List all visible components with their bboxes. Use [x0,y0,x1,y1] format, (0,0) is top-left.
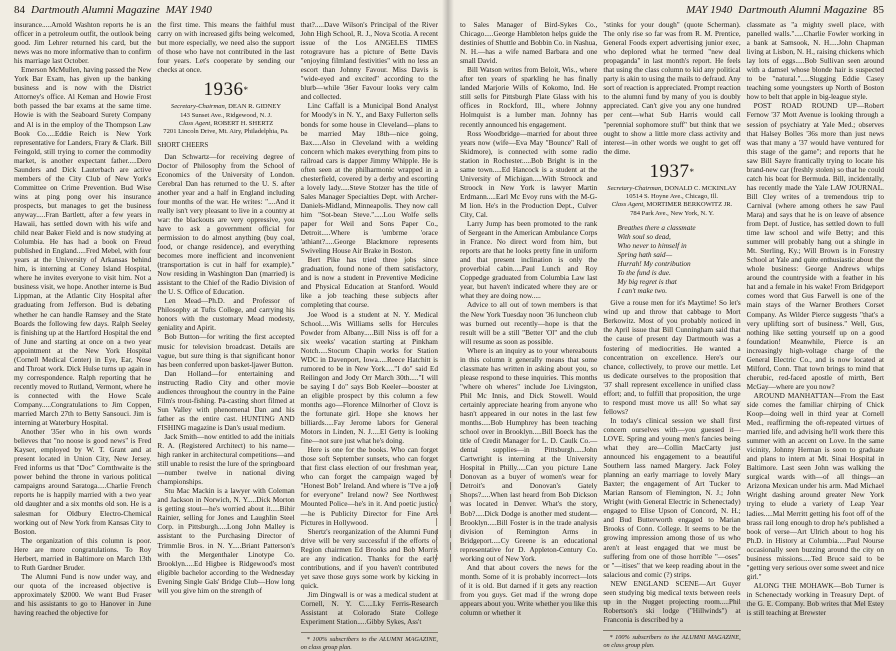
poem [617,223,740,295]
secretary-address: 10514 S. Hoyne Ave., Chicago, Ill. [625,193,719,200]
paragraph: Jack Smith—now entitled to add the initials R. A. (Registered Architect) to his name—high ranker in architectural competitions—and still unable to resist the lure of the springboard—number twelve in national diving championships. [157,431,295,487]
paragraph: Advice to all out of town members is that the New York Tuesday noon '36 luncheon club was burned out recently—hope is that the result will be a still "Better 'Ol" and the club will resume as soon as possible. [460,300,598,346]
agent-line: Class Agent, MORTIMER BERKOWITZ JR. [611,201,733,209]
paragraph: Where is an inquiry as to your whereabouts in this column it generally means that some classmate has written in asking about you, so please respond to these inquiries. This months "where oh wheres" include Joe Livingston, Phil Mc Innis, and Dick Stowell. Would certainly appreciate hearing from anyone who hasn't appeared in our notes in the last few months.....Bob Humphrey has been teaching school over in Brooklyn.....Bill Boeck has the title of Credit Manager for L. D. Caulk Co.—dental supplies—in Pittsburgh.....John Cartwright is interning at the University Hospital in Philly.....Can you picture Lane Donovan as a buyer of women's wear for Detroit's and Donovan's Gately Shops?.....When last heard from Bob Dickson was located in Denver. What's the story, Bob?.....Dick Dodge is another med student—Brooklyn.....Bill Foster is in the trade analysis division of Remington Arms in Bridgeport.....Cy Greene is an educational representative for D. Appleton-Century Co. working out of New York. [460,345,598,563]
verse-line: Who never to himself in [617,240,687,250]
paragraph: Dan Holland—for entertaining and instructing Radio City and other movie audiences throughout the country in the Paine Film's trout-fishing. Pa-casting short filmed at Sun Valley with phenomenal Dan and his father as the entire cast. HUNTING AND FISHING magazine is Dan's usual medium. [157,368,295,432]
paragraph: Bill Watson writes from Beloit, Wis., where after ten years of sparkling he has finally landed Marjorie Wills of Kokomo, Ind. He still sells for Pittsburgh Plate Glass with his offices in Rockford, Ill., where Johnny Holmquist is a lumber man. Johnny has recently announced his engagement. [460,65,598,129]
verse-line: With soul so dead, [617,231,671,241]
paragraph: NEW ENGLAND SCENE—Art Guyer seen studying big medical texts between reels up in the Nugget projecting room.....Phil Robertson's ski lodge ("Hillwinds") at Franconia is described by a [603,578,741,624]
column-2-notes [603,298,740,624]
verse-line: Spring hath said— [617,250,673,260]
verse-line: I can't make two. [617,286,668,296]
issue-date: MAY 1940 [165,4,212,16]
class-year-heading: 1936* [203,79,249,101]
paragraph: Jim Dingwall is or was a medical student at Cornell, N. Y. C.....Lky Ferris-Research Assistant at Colorado State College Experiment Station.....Gibby Sykes, Ass't [300,589,438,627]
paragraph: In today's clinical session we shall first concern ourselves with—you guessed it—LOVE. Spring and young men's fancies being what they are—Collin MacCarty just announced his engagement to a beautiful Southern lass named Margery. Jack Foley planning an early marriage to lovely Mary Baxter; the engagement of Art Tucker to Marian Ransom of Flemington, N. J.; John Wright (with General Electric in Schenectady) engaged to Elise Upson of Concord, N. H.; and Bud Butterworth engaged to Marian Brooks of Conn. College. It seems to be the growing impression among those of us who aren't at least engaged that we must be suffering from one of those horrible "—oses" or "—itises" that we keep reading about in the salacious and comic (?) strips. [603,415,741,579]
agent-line: Class Agent, ROBERT H. SHERTZ [178,119,274,127]
secretary-line: Secretary-Chairman, DEAN R. GIDNEY [170,103,282,111]
class-1937-header [603,162,740,218]
paragraph: classmate as "a mighty swell place, with panelled walls.".....Charlie Fowler working in a bank at Samsook, N. H.....John Chapman living at Lisbon, N. H., raising chickens which lay lots of eggs.....Bob Sullivan seen around with a damsel whose blonde hair is suspected to be "natural.".....Slugging Eddie Casey teaching some youngsters up North of Boston how to belt that apple in big-league style. [746,20,884,102]
page-number: 84 [14,4,25,16]
right-columns [460,20,884,649]
secretary-line: Secretary-Chairman, DONALD C. MCKINLAY [607,184,737,192]
right-column-3 [746,20,884,618]
verse-line: Breathes there a classmate [617,222,696,232]
paragraph: that?.....Dave Wilson's Principal of the River John High School, R. J., Nova Scotia. A recent issue of the Los ANGELES TIMES rotogravure has a picture of Bette Davis "enjoying filmland festivities" with no less an escort than Johnny Favour. Miss Davis is "wide-eyed and excited" according to the blurb—while '36er Favour looks very calm and collected. [300,20,438,102]
right-running-head [460,4,884,18]
magazine-title: Dartmouth Alumni Magazine [738,4,867,16]
left-column-3 [300,20,438,651]
verse-line: Hurrah! My contribution [617,259,691,269]
paragraph: Linc Caffall is a Municipal Bond Analyst for Moody's in N. Y., and Baxy Fullerton sells bonds for some house in Cleveland—plans to be married May 18th—nice going, Bax.....Also in Cleveland with a welding concern which makes everything from pins to railroad cars is dapper Jimmy Whipple. He is often seen at the philharmonic wrapped in a chesterfield, covered by a derby and escorting a lovely lady.....Steve Stotzer has the title of Sales Manager Specialties Dept. with Archer-Daniels-Midland, Minneapolis. They now call him "Sot-bean Steve.".....Lou Wolfe sells paper for Weil and Sons Paper Co., Detroit.....Where is 'umbrme 'orace 'athiant?.....George Blackmore represents Swiveling House Air Brake in Boston. [300,101,438,256]
paragraph: The organization of this column is poor. Here are more congratulations. To Roy Herbert, married in Baltimore on March 13th to Ruth Gardner Bruder. [14,535,152,572]
column-2-intro [603,20,740,156]
margin-marks [450,470,453,580]
paragraph: to Sales Manager of Bird-Sykes Co., Chicago.....George Hambleton helps guide the destinies of Shuttle and Bobbin Co. in Nashua, N. H.—has a wife named Barbara and one small David. [460,20,598,66]
paragraph: Ross Woodbridge—married for about three years now (wife—Eva May "Bounce" Rall of Skidmore), is connected with some radio station in Rochester.....Bob Bright is in the same town.....Ed Hancock is a student at the University of Michigan.....With Stroock and Stroock in New York is lawyer Martin Erdmann.....Earl Mc Evoy runs with the M-G-M lion. He's in the Production Dept., Culver City, Cal. [460,128,598,219]
margin-marks [436,470,439,580]
paragraph: And that about covers the news for the month. Some of it is probably incorrect—lots of it is old. But darned if it gets any reaction from you guys. Get mad if the wrong dope appears about you. Write whether you like this column or whether it [460,562,598,618]
footnote: * 100% subscribers to the ALUMNI MAGAZINE, on class group plan. [603,630,740,649]
column-2-notes [157,152,294,595]
agent-address: 7201 Lincoln Drive, Mt. Airy, Philadelphia, Pa. [163,128,289,136]
issue-date: MAY 1940 [686,4,733,16]
section-subhead: SHORT CHEERS [157,141,209,150]
secretary-address: 143 Sunset Ave., Ridgewood, N. J. [180,111,272,119]
column-3-notes [301,20,438,626]
paragraph: Stu Mac Mackin is a lawyer with Coleman and Jackson in Norwich, N. Y.....Dick Morton is getting stout—he's worried about it.....Bihir Rainier, selling for Jones and Laughlin Steel Corp. in Pittsburgh.....Long John Malley is assistant to the Purchasing Director of Trimmlie Bros. in N. Y.....Briant Patterson's with the Mergenthaler Linotype Co. Brooklyn.....Ed Higbee is Ridgewood's most eligible bachelor according to the Wednesday Evening Single Gals' Bridge Club—How long will you give him on the strength of [157,486,295,595]
verse-line: To the fund is due. [617,268,671,278]
verse-line: My big regret is that [617,277,677,287]
class-1936-header [157,80,294,136]
paragraph: ALONG THE MOHAWK—Bob Turner is in Schenectady working in Treasury Dept. of the G. E. Company. Bob writes that Mel Estey is still teaching at Brewster [746,580,884,618]
column-2-intro [157,20,294,74]
paragraph: POST ROAD ROUND UP—Robert Fernow '37 Mott Avenue is looking through a session of psychiatry at Yale Med.; observes that Halsey Bolles '36s more than just news was that many a '37 would have ventured for this stage of the game"; and reports that he saw Bill Sayre frantically trying to locate his brand-new car (freshly stolen) so that he could catch his boat for Bermuda. Bill, incidentally, has recently made the Yale LAW JOURNAL. Bill Cley writes of a tremendous trip to Carnival (where among others he saw Paul Mara) and says that he is on leave of absence from Dept. of Justice, has settled down to full time law school and wife Betty; and this summer will probably hang out a shingle in Mt. Sterling, Ky.; Will Brown is in Forestry School at Yale and quite enthusiastic about the whole business: George Andrews whips around the countryside with a feather in his hat and a female in his wake! From Bridgeport comes word that Gus Farwell is one of the main stays of the Warner Brothers Corset Company. As Wilder Pierce suggests "that's a very uplifting sort of business." Well, Gus, nothing like setting yourself up on a good foundation! Meanwhile, Pierce is an increasingly high-voltage charge of the General Electric Co., and is now located at Milford, Conn. That town brings to mind that cherubic, red-faced apostle of mirth, Bert McGay—where are you now? [746,101,884,391]
right-page [448,0,896,649]
paragraph: insurance.....Arnold Washton reports he is an officer in a petroleum outfit, the outlook being good. Jim Lehrer returned his card, but the news was no more informative than to confirm his marriage last October. [14,20,152,66]
paragraph: Dan Schwartz—for receiving degree of Doctor of Philosophy from the School of Economics of the University of London. Cerebral Dan has returned to the U. S. after another year and a half in England including four months of the war. He writes: "....And it really isn't very pleasant to live in a country at war: the blackouts are very oppressive, you have to ask a government official for permission to do almost anything (buy coal, food, or change residence), and everything becomes more inefficient and inconvenient (transportation is cut in half for example)." Now residing in Washington Dan (married) is assistant to the Chief of the Radio Division of the U. S. Office of Education. [157,151,295,297]
left-running-head [14,4,438,18]
page-number: 85 [873,4,884,16]
magazine-title: Dartmouth Alumni Magazine [31,4,160,16]
paragraph: "stinks for your dough" (quote Scherman). The only rise so far was from R. M. Prentice, General Foods expert advertising junior exec, who deplored what he termed "new deal propaganda" in last month's report. He feels that using the class column to kid any political party is akin to using the mails to defraud. Any sort of reaction is appreciated. Prompt reaction to the alumni fund by many of you is doubly appreciated. Can't give you any one hundred per cent—what Sub Harris would call "perennial sophomore stuff" but think that we ought to show a little more class activity and interest—in other words we ought to get off the dime. [603,20,741,156]
paragraph: Here is one for the books. Who can forget those soft September sunsets, who can forget that first class election of our freshman year, who can forget the campaign waged by "Honest Bob" Ireland. And where is "I've a job for everyone" Ireland now? See Northwest Mounted Police—he's in it. And poetic justice—he is Publicity Director for Fine Arts Pictures in Hollywood. [300,445,438,527]
paragraph: AROUND MANHATTAN—From the East side comes the familiar chirping of Chick Koop—doing well in third year at Cornell Med., reaffirming the oft-repeated virtues of married life, and advising he'll work there this summer with an accent on Love. In the same vicinity, Johnny Herman is soon to graduate and plans to intern at Mt. Sinai Hospital in Baltimore. Last seen John was walking the surgical wards with—of all things—an Arizona Mexican under his arm. Mad Michael Wright dashing around greater New York trying to elude a variety of Leap Year ladies.....Mal Merritt getting his foot off of the brass rail long enough to drop he's published a book of verse—Art Ulrich about to hog his Ph.D. in History at Columbia.....Paul Nourse occasionally seen buzzing around the city on business missions.....Ted Bruce said to be "getting very serious over some sweet and nice girl." [746,390,884,581]
paragraph: Len Mead—Ph.D. and Professor of Philosophy at Tufts College, and carrying his honors with the customary Mead modesty, geniality and Apirit. [157,296,295,333]
left-columns [14,20,438,651]
paragraph: Larry Jump has been promoted to the rank of Sergeant in the American Ambulance Corps in France. No direct word from him, but reports are that he looks pretty fine in uniform and that present inclination is only the proverbial cabin.....Paul Lunch and Roy Coppedge graduated from Columbia Law last year, but haven't indicated where they are or what they are doing now..... [460,219,598,301]
paragraph: Give a rouse men for it's Maytime! So let's wind up and throw that cabbage to Mort Berkowitz. Most of you probably noticed in the April issue that Bill Cunningham said that the cause of present day Dartmouth was a fostering of mediocrities. He wanted a concentration on excellence. Here's our chance, collectively, to prove our mettle. Let us dedicate ourselves to the proposition that '37 shall represent excellence in unified class effort; and, to fulfill that proposition, the urge to respond must move us all! So what say fellows? [603,298,741,416]
left-column-2 [157,20,294,598]
paragraph: Bert Pike has tried three jobs since graduation, found none of them satisfactory, and is now a student in Preventive Medicine and Physical Education at Stanford. Would like a job teaching these subjects after completing that course. [300,255,438,310]
paragraph: Emerson McMullen, having passed the New York Bar Exam, has given up the banking business and is now with the District Attorney's office. Al Keman and Howie Frost both passed the bar exams at the same time. Howie is with the Seaboard Surety Company and Al is in the employ of the Thompson Law Book Co.....Eddie Reich is New York representative for Landers, Frary & Clark. Bill Feingold, still trying to corner the commodity market, is another expectant father.....Dero Saunders and Dick Lauterbach are active members of the City Club of New York's Committee on Crime Prevention. Bud Wise wins at ping pong over his insurance prospects, but manages to get the business anyway.....Fran Bartlett, after a few years in Hawaii, has settled down with his wife and child near Baker Field and is now studying at Columbia. He has had a book on Freud published in England.....Fred Mebel, with four years at the University of Arkansas behind him, is interning at Coney Island Hospital, where he invites everyone to visit him. Not a business visit, we hope. Another interne is Bud Lippman, at the Atlantic City Hospital after graduating from Jefferson. Bud is debating whether he can handle Ramsey and the State Boards the following few days. Ralph Seeley is finishing up at the Hartford Hospital the end of June and starting at once on a two year appointment at the New York Hospital (Cornell Medical Center) in Eye, Ear, Nose and Throat work. Dick Hulse turns up again in my correspondence. Ralph reporting that he recently moved to Rutland, Vermont, where he is connected with the Howe Scale Company.....Congratulations to Jim Coppen, married March 27th to Betty Sansouci. Jim is interning at Waterbury Hospital. [14,65,152,428]
paragraph: the first time. This means the faithful must carry on with increased gifts being welcomed, but more especially, we need also the support of those who have not contributed in the last four years. Let's cooperate by sending our checks at once. [157,20,295,75]
right-column-2 [603,20,741,649]
paragraph: The Alumni Fund is now under way, and our quota of the increased objective is approximately $2000. We want Bud Fraser and his assistants to go to Hanover in June having reached the objective for [14,571,152,618]
class-year-heading: 1937* [649,160,695,182]
left-column-1 [14,20,152,618]
footnote: * 100% subscribers to the ALUMNI MAGAZINE, on class group plan. [301,632,438,651]
paragraph: Another '35er who in his own words believes that "no noose is good news" is Fred Kayser, employed by W. T. Grant and at present located in Union City, New Jersey. Fred informs us that "Doc" Cornthwaite is the power behind the throne in various political campaigns around Saratoga.....Charlie French reports he is happily married with a two year old daughter and a six months old son. He is a salesman for Oldbury Electro-Chemical working out of New York from Kansas City to Boston. [14,427,152,536]
right-column-1 [460,20,598,618]
agent-address: 784 Park Ave., New York, N. Y. [630,209,714,217]
paragraph: Joe Wood is a student at N. Y. Medical School.....Wis Williams sells for Hercules Powder from Albany.....Bill Niss is off for a six weeks' vacation starting at Pinkham Notch.....Stocum Chapin works for Station WDC in Davenport, Iowa.....Reece Hatchitt is rumored to be in New York....."I do" said Ed Reilingon and Jody Orr March 30th....."I will be saying I do" says Bob Keeler—booster at an eligible prospect by this column a few months ago—Florence Milnorher of Clovz is the fortunate girl. Hope she knows her billiards.....Fay Jerome labors for General Motors in Linden, N. J.....El Getty is looking fine—not sure just what he's doing. [300,309,438,446]
paragraph: Bob Button—for writing the first accepted music for television broadcast. Details are vague, but sure thing is that significant honor has been conferred upon basket-ljawer Button. [157,332,295,369]
paragraph: Shertz's reorganization of the Alumni Fund drive will be very successful if the efforts of Region chairmen Ed Brooks and Bob Morris are any indication. Thanks for the early contributions, and if you haven't contributed yet save those guys some work by kicking in quick. [300,526,438,590]
